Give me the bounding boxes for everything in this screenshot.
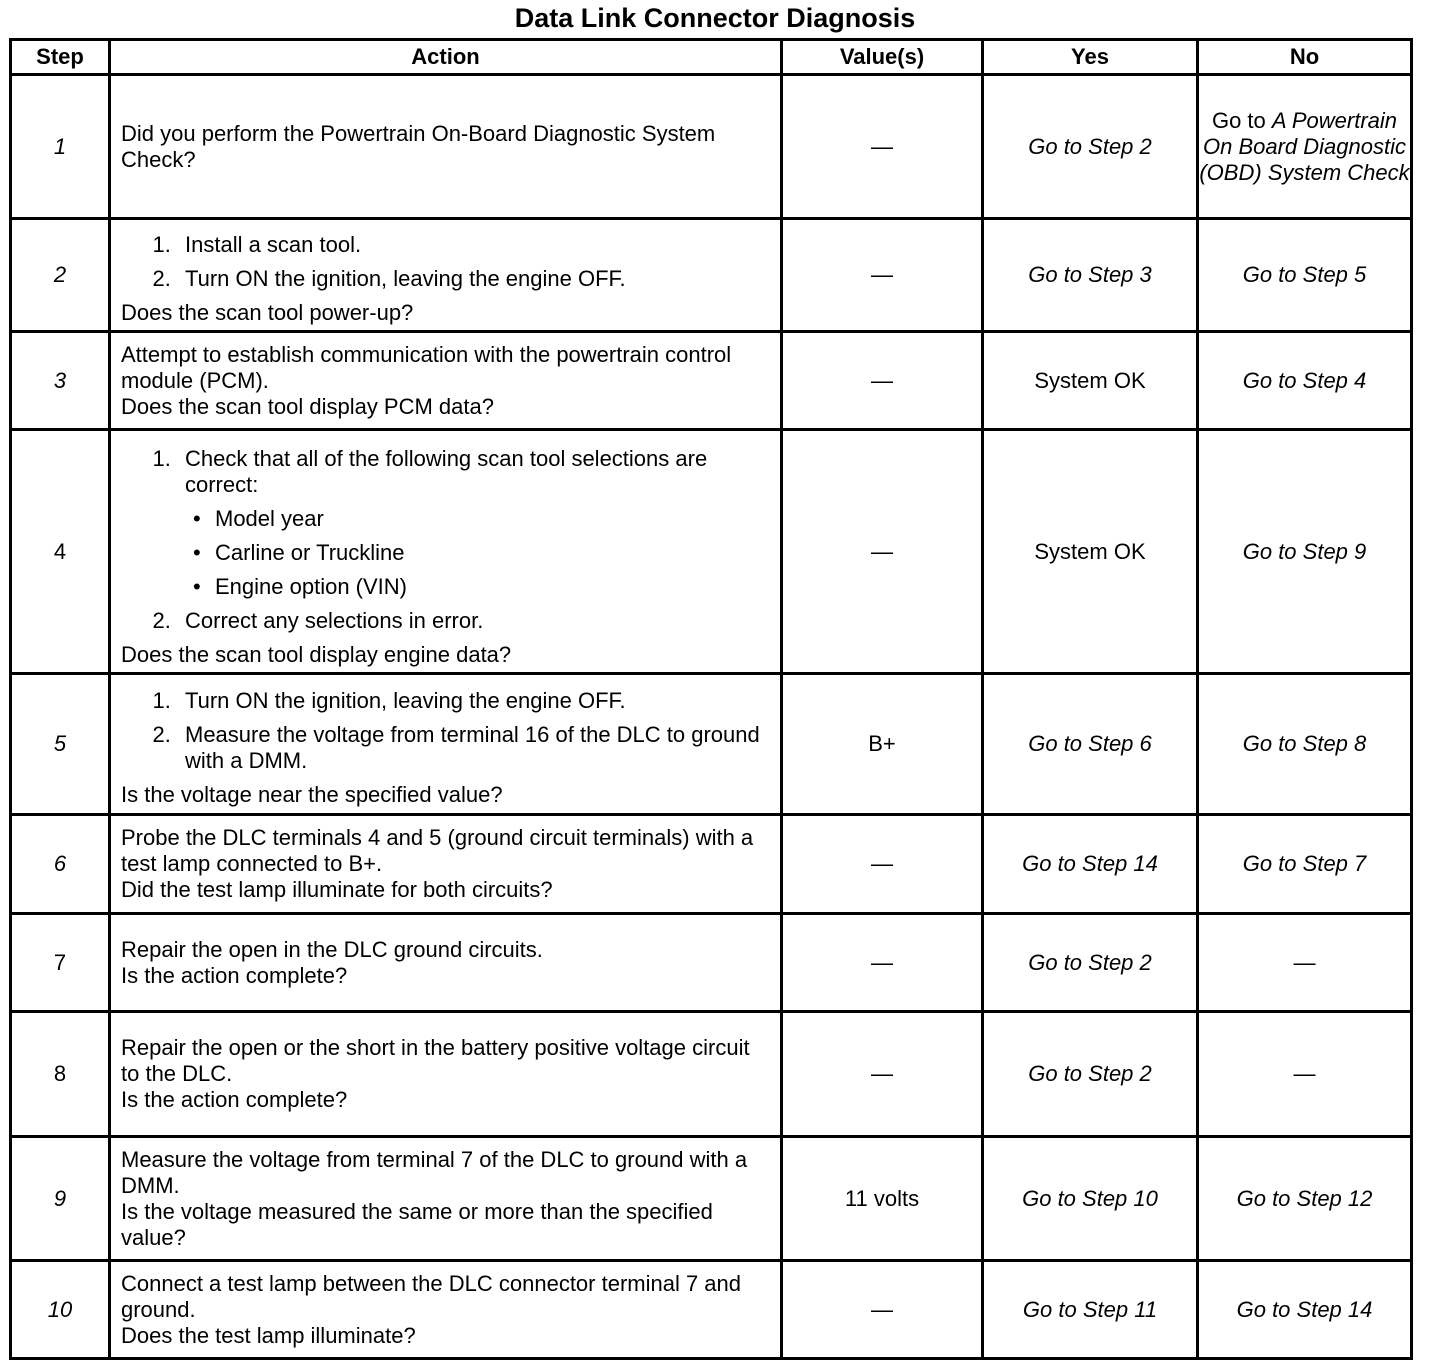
yes-cell: System OK: [983, 332, 1198, 430]
action-item-text: Check that all of the following scan tool selections are correct:: [185, 445, 708, 497]
action-item: [177, 446, 772, 600]
no-cell: Go to Step 5: [1198, 219, 1412, 332]
action-question: Does the scan tool display PCM data?: [121, 393, 494, 419]
table-row: [11, 914, 1412, 1012]
action-text: Connect a test lamp between the DLC connector terminal 7 and ground.: [121, 1270, 742, 1322]
header-row: [11, 40, 1412, 75]
no-cell: —: [1198, 914, 1412, 1012]
table-row: [11, 219, 1412, 332]
yes-cell: System OK: [983, 430, 1198, 674]
value-cell: —: [782, 815, 983, 914]
action-cell: [110, 914, 782, 1012]
action-cell: [110, 1137, 782, 1261]
action-item: 2. Turn ON the ignition, leaving the engine OFF.: [177, 266, 772, 292]
no-cell: [1198, 75, 1412, 219]
action-cell: [110, 219, 782, 332]
action-cell: [110, 430, 782, 674]
step-number: 10: [11, 1261, 110, 1359]
table-row: [11, 430, 1412, 674]
action-cell: [110, 75, 782, 219]
no-cell: Go to Step 14: [1198, 1261, 1412, 1359]
step-number: 2: [11, 219, 110, 332]
yes-cell: Go to Step 3: [983, 219, 1198, 332]
bullet-item: • Engine option (VIN): [193, 574, 772, 600]
value-cell: B+: [782, 674, 983, 815]
action-question: Is the action complete?: [121, 962, 348, 988]
page-title: Data Link Connector Diagnosis: [514, 3, 916, 33]
no-cell: Go to Step 4: [1198, 332, 1412, 430]
action-question: Is the voltage near the specified value?: [121, 782, 503, 807]
table-row: [11, 75, 1412, 219]
step-number: 3: [11, 332, 110, 430]
value-cell: —: [782, 219, 983, 332]
value-cell: —: [782, 332, 983, 430]
value-cell: —: [782, 1261, 983, 1359]
action-text: Repair the open in the DLC ground circuits.: [121, 936, 543, 962]
action-item: 1. Install a scan tool.: [177, 232, 772, 258]
step-number: 1: [11, 75, 110, 219]
no-cell: Go to Step 9: [1198, 430, 1412, 674]
value-cell: —: [782, 1012, 983, 1137]
yes-cell: Go to Step 2: [983, 75, 1198, 219]
action-text: Measure the voltage from terminal 7 of the DLC to ground with a DMM.: [121, 1146, 748, 1198]
value-cell: —: [782, 75, 983, 219]
action-question: Is the action complete?: [121, 1087, 348, 1112]
action-item: 2. Correct any selections in error.: [177, 608, 772, 634]
action-text: Probe the DLC terminals 4 and 5 (ground circuit terminals) with a test lamp connected to B+.: [121, 825, 754, 876]
action-question: Does the test lamp illuminate?: [121, 1322, 416, 1348]
table-row: [11, 674, 1412, 815]
step-number: 8: [11, 1012, 110, 1137]
yes-cell: Go to Step 2: [983, 1012, 1198, 1137]
yes-cell: Go to Step 2: [983, 914, 1198, 1012]
step-number: 9: [11, 1137, 110, 1261]
no-cell: Go to Step 8: [1198, 674, 1412, 815]
yes-cell: Go to Step 11: [983, 1261, 1198, 1359]
value-cell: —: [782, 914, 983, 1012]
yes-cell: Go to Step 6: [983, 674, 1198, 815]
action-text: Attempt to establish communication with the powertrain control module (PCM).: [121, 341, 732, 393]
yes-cell: Go to Step 10: [983, 1137, 1198, 1261]
bullet-item: • Carline or Truckline: [193, 540, 772, 566]
header-action: Action: [110, 40, 782, 75]
value-cell: —: [782, 430, 983, 674]
no-cell: Go to Step 12: [1198, 1137, 1412, 1261]
no-cell: Go to Step 7: [1198, 815, 1412, 914]
bullet-item: • Model year: [193, 506, 772, 532]
header-value: Value(s): [782, 40, 983, 75]
action-cell: [110, 1012, 782, 1137]
yes-cell: Go to Step 14: [983, 815, 1198, 914]
step-number: 7: [11, 914, 110, 1012]
table-row: [11, 815, 1412, 914]
no-prefix: Go to: [1211, 107, 1272, 133]
table-row: [11, 1012, 1412, 1137]
table-row: [11, 332, 1412, 430]
header-yes: Yes: [983, 40, 1198, 75]
no-link: A Powertrain On Board Diagnostic (OBD) System Check: [1199, 107, 1410, 185]
step-number: 4: [11, 430, 110, 674]
table-row: [11, 1261, 1412, 1359]
action-cell: [110, 332, 782, 430]
action-question: Is the voltage measured the same or more than the specified value?: [121, 1198, 713, 1250]
header-step: Step: [11, 40, 110, 75]
action-cell: [110, 815, 782, 914]
action-item: 1. Turn ON the ignition, leaving the engine OFF.: [177, 688, 772, 714]
no-cell: —: [1198, 1012, 1412, 1137]
step-number: 6: [11, 815, 110, 914]
value-cell: 11 volts: [782, 1137, 983, 1261]
header-no: No: [1198, 40, 1412, 75]
action-cell: [110, 1261, 782, 1359]
action-text: Did you perform the Powertrain On-Board Diagnostic System Check?: [121, 120, 716, 172]
action-question: Did the test lamp illuminate for both circuits?: [121, 877, 553, 902]
step-number: 5: [11, 674, 110, 815]
diagnosis-table: [9, 38, 1413, 1360]
table-row: [11, 1137, 1412, 1261]
action-text: Repair the open or the short in the battery positive voltage circuit to the DLC.: [121, 1035, 750, 1086]
action-cell: [110, 674, 782, 815]
action-item: 2. Measure the voltage from terminal 16 of the DLC to ground with a DMM.: [177, 722, 772, 774]
action-question: Does the scan tool display engine data?: [121, 641, 512, 667]
action-question: Does the scan tool power-up?: [121, 300, 414, 325]
